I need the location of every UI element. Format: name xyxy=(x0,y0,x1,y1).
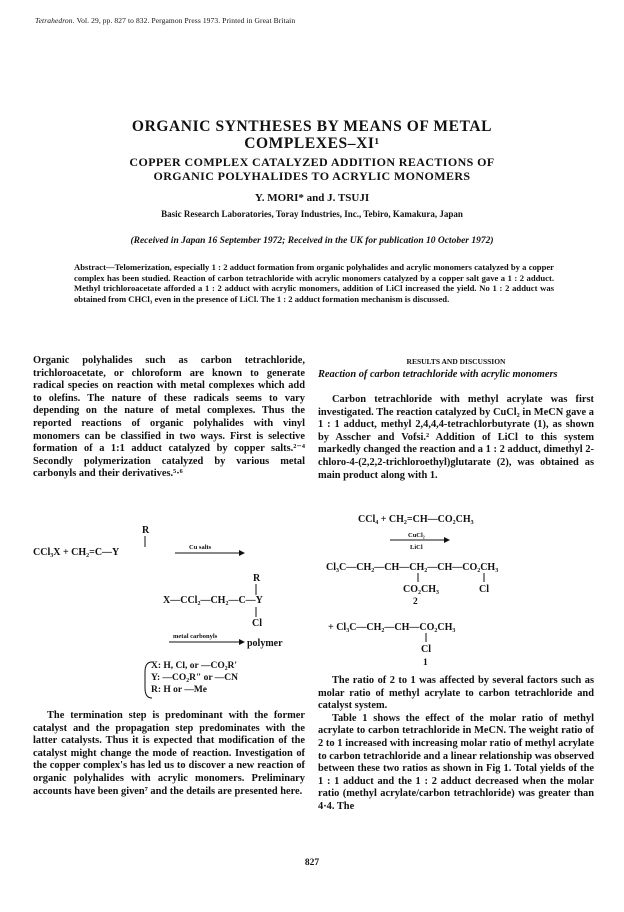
intro-text: Organic polyhalides such as carbon tetrachloride, trichloroacetate, or chloroform are known to generate radical species on reaction with metal complexes which add to olefins. The nature of these radicals seems to vary depending on the nature of metal complexes. Thus the reported reactions of organic polyhalides with vinyl monomers can be classified in two ways. First is selective formation of a 1:1 adduct catalyzed by copper salts.²⁻⁴ Secondly polymerization catalyzed by various metal carbonyls and their derivatives.⁵·⁶ xyxy=(33,355,305,480)
section-heading: RESULTS AND DISCUSSION xyxy=(406,357,506,366)
scheme1-product: X—CCl₂—CH₂—C—Y xyxy=(163,595,263,606)
scheme1-r-top: R xyxy=(142,525,150,536)
results-paragraphs-2 xyxy=(318,675,594,814)
journal-name: Tetrahedron. xyxy=(35,16,75,25)
received-dates: (Received in Japan 16 September 1972; Received in the UK for publication 10 October 1972) xyxy=(130,236,494,246)
scheme1-product-cl: Cl xyxy=(252,618,262,629)
affiliation: Basic Research Laboratories, Toray Industries, Inc., Tebiro, Kamakura, Japan xyxy=(161,209,463,219)
scheme1-metal: metal carbonyls xyxy=(173,633,218,640)
termination-paragraph xyxy=(33,710,305,798)
scheme2-cat-licl: LiCl xyxy=(410,544,423,551)
scheme2-cat-cucl2: CuCl₂ xyxy=(408,532,425,539)
subtitle-line-2: ORGANIC POLYHALIDES TO ACRYLIC MONOMERS xyxy=(153,169,471,183)
results-paragraph-1 xyxy=(318,394,594,482)
scheme2-product-1: + Cl₃C—CH₂—CH—CO₂CH₃ xyxy=(328,622,456,633)
scheme1-arrowhead-2 xyxy=(239,639,245,645)
journal-header xyxy=(35,16,295,25)
page-number: 827 xyxy=(304,858,320,868)
results-text-3: Table 1 shows the effect of the molar ratio of methyl acrylate to carbon tetrachloride in MeCN. The weight ratio of 2 to 1 increased with increasing molar ratio of methyl acrylate to carbon tetrachloride and a linear relationship was observed between these two ratios as shown in Fig 1. Total yields of the 1 : 1 adduct and the 1 : 2 adduct decreased when the molar ratio (methyl acrylate/carbon tetrachloride) was greater than 4·4. The xyxy=(318,712,594,812)
scheme2-label-1: 1 xyxy=(423,658,428,668)
scheme1-polymer: polymer xyxy=(247,638,283,649)
scheme1-key-x: X: H, Cl, or —CO₂R' xyxy=(151,661,238,671)
scheme2-product-2: Cl₃C—CH₂—CH—CH₂—CH—CO₂CH₃ xyxy=(326,562,499,573)
abstract: Abstract—Telomerization, especially 1 : 2 adduct formation from organic polyhalides and acrylic monomers catalyzed by a copper complex has been studied. Reaction of carbon tetrachloride with acrylic monomers catalyzed by a copper salt gave a 1 : 2 adduct. Methyl trichloroacetate afforded a 1 : 2 adduct with acrylic monomers, addition of LiCl increased the yield. No 1 : 2 adduct was obtained from CHCl₃ even in the presence of LiCl. The 1 : 2 adduct formation mechanism is discussed. xyxy=(74,262,554,304)
scheme2-arrowhead xyxy=(444,537,450,543)
results-text-2: The ratio of 2 to 1 was affected by several factors such as molar ratio of methyl acrylate to carbon tetrachloride and catalyst system. xyxy=(318,675,594,712)
scheme2-equation: CCl₄ + CH₂=CH—CO₂CH₃ xyxy=(358,514,474,525)
scheme2-sub-cl: Cl xyxy=(479,584,489,595)
scheme1-catalyst: Cu salts xyxy=(189,544,212,551)
reaction-scheme-2 xyxy=(318,510,594,670)
subtitle-line-1: COPPER COMPLEX CATALYZED ADDITION REACTIONS OF xyxy=(129,155,495,169)
scheme1-arrowhead-1 xyxy=(239,550,245,556)
scheme1-key-y: Y: —CO₂R" or —CN xyxy=(151,673,239,683)
subsection-heading: Reaction of carbon tetrachloride with acrylic monomers xyxy=(318,369,558,380)
scheme1-product-r: R xyxy=(253,573,261,584)
scheme2-sub-cl-1: Cl xyxy=(421,644,431,655)
authors: Y. MORI* and J. TSUJI xyxy=(254,192,370,204)
scheme2-sub-co2ch3: CO₂CH₃ xyxy=(403,584,439,595)
scheme2-label-2: 2 xyxy=(413,597,418,607)
title-line-1: ORGANIC SYNTHESES BY MEANS OF METAL xyxy=(131,118,493,135)
reaction-scheme-1 xyxy=(33,522,305,702)
scheme1-key-r: R: H or —Me xyxy=(151,685,208,695)
results-text-1: Carbon tetrachloride with methyl acrylate was first investigated. The reaction catalyzed by CuCl₂ in MeCN gave a 1 : 1 adduct, methyl 2,4,4,4-tetrachlorbutyrate (1), as shown by Asscher and Vofsi.² Addition of LiCl to this system markedly changed the reaction and a 1 : 2 adduct, dimethyl 2-chloro-4-(2,2,2-trichloroethyl)glutarate (2), was obtained as main product along with 1. xyxy=(318,394,594,481)
title-line-2: COMPLEXES–XI¹ xyxy=(244,135,380,152)
scheme1-reactants: CCl₃X + CH₂=C—Y xyxy=(33,547,120,558)
termination-text: The termination step is predominant with the former catalyst and the propagation step predominates with the latter catalysts. Thus it is expected that modification of the catalyst might change the mode of reaction. Investigation of the copper complex's has led us to discover a new reaction of organic polyhalides with acrylic monomers. Preliminary accounts have been given⁷ and the details are presented here. xyxy=(33,710,305,797)
journal-details: Vol. 29, pp. 827 to 832. Pergamon Press 1973. Printed in Great Britain xyxy=(76,16,296,25)
intro-paragraph xyxy=(33,355,305,481)
